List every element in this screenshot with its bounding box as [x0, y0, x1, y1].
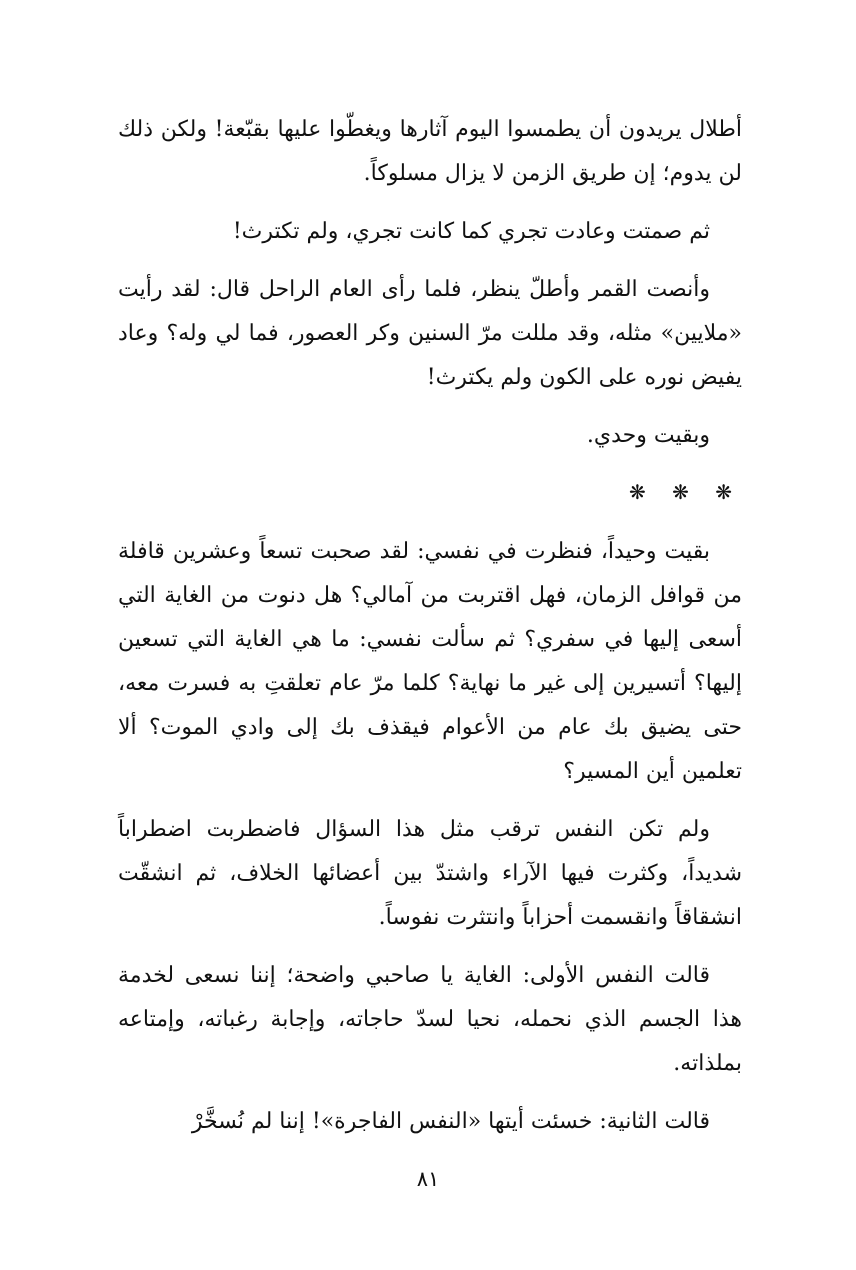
paragraph-4: وبقيت وحدي.: [586, 423, 710, 448]
page-body: [118, 108, 742, 1158]
paragraph-1: أطلال يريدون أن يطمسوا اليوم آثارها ويغطّوا عليها بقبّعة! ولكن ذلك لن يدوم؛ إن طريق الزمن لا يزال مسلوكاً.: [118, 117, 742, 186]
paragraph-7: قالت النفس الأولى: الغاية يا صاحبي واضحة؛ إننا نسعى لخدمة هذا الجسم الذي نحمله، نحيا لسدّ حاجاته، وإجابة رغباته، وإمتاعه بملذاته.: [118, 963, 742, 1076]
page-number: ٨١: [416, 1167, 440, 1191]
paragraph-3: وأنصت القمر وأطلّ ينظر، فلما رأى العام الراحل قال: لقد رأيت «ملايين» مثله، وقد مللت مرّ السنين وكر العصور، فما لي وله؟ وعاد يفيض نوره على الكون ولم يكترث!: [118, 277, 742, 390]
paragraph-8: قالت الثانية: خسئت أيتها «النفس الفاجرة»! إننا لم نُسخَّرْ: [191, 1109, 710, 1134]
paragraph-6: ولم تكن النفس ترقب مثل هذا السؤال فاضطربت اضطراباً شديداً، وكثرت فيها الآراء واشتدّ بين أعضائها الخلاف، ثم انشقّت انشقاقاً وانقسمت أحزاباً وانتثرت نفوساً.: [118, 817, 742, 930]
paragraph-5: بقيت وحيداً، فنظرت في نفسي: لقد صحبت تسعاً وعشرين قافلة من قوافل الزمان، فهل اقتربت من آمالي؟ هل دنوت من الغاية التي أسعى إليها في سفري؟ ثم سألت نفسي: ما هي الغاية التي تسعين إليها؟ أتسيرين إلى غير ما نهاية؟ كلما مرّ عام تعلقتِ به فسرت معه، حتى يضيق بك عام من الأعوام فيقذف بك إلى وادي الموت؟ ألا تعلمين أين المسير؟: [118, 539, 742, 784]
paragraph-2: ثم صمتت وعادت تجري كما كانت تجري، ولم تكترث!: [232, 219, 710, 244]
section-separator: ❋ ❋ ❋: [629, 480, 742, 504]
